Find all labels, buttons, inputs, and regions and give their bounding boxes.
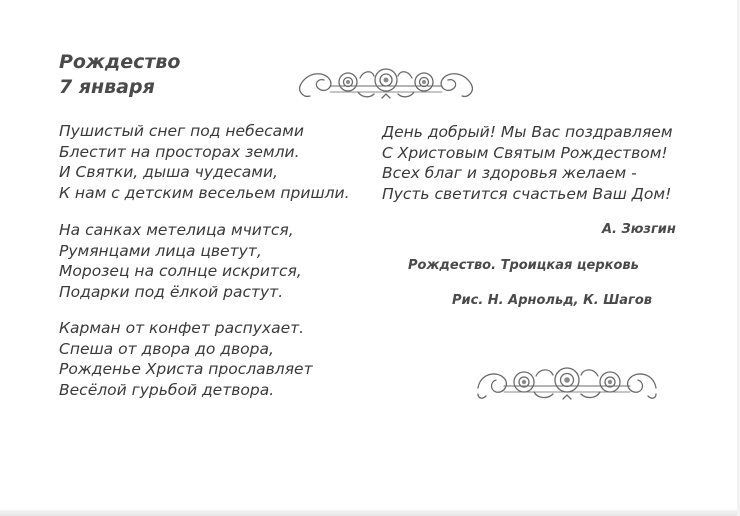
poem-line: Карман от конфет распухает.	[59, 319, 305, 337]
poem-line: Подарки под ёлкой растут.	[59, 282, 284, 301]
poem-line: Рожденье Христа прославляет	[59, 360, 313, 378]
greeting-line: Пусть светится счастьем Ваш Дом!	[382, 184, 672, 203]
title-line-1: Рождество	[59, 51, 181, 73]
poem-stanza-2	[59, 220, 302, 302]
artist-credit: Рис. Н. Арнольд, К. Шагов	[452, 293, 653, 308]
title-line-2: 7 января	[59, 76, 155, 98]
scroll-ornament-icon	[474, 362, 660, 402]
poem-stanza-3	[59, 318, 313, 400]
greeting-line: С Христовым Святым Рождеством!	[382, 143, 668, 162]
poem-line: Пушистый снег под небесами	[59, 122, 304, 140]
scroll-ornament-icon	[296, 64, 476, 102]
greeting-line: День добрый! Мы Вас поздравляем	[382, 123, 673, 141]
page-title	[59, 50, 180, 100]
greeting-line: Всех благ и здоровья желаем -	[382, 164, 637, 182]
poem-line: Спеша от двора до двора,	[59, 339, 274, 358]
poem-line: На санках метелица мчится,	[59, 221, 294, 239]
poem-stanza-1	[59, 121, 350, 203]
poem-line: Блестит на просторах земли.	[59, 142, 300, 161]
card-bottom-edge	[0, 510, 740, 516]
greeting-verse	[382, 122, 673, 204]
poem-author: А. Зюзгин	[602, 222, 676, 237]
poem-line: К нам с детским весельем пришли.	[59, 183, 350, 202]
poem-line: И Святки, дыша чудесами,	[59, 163, 278, 181]
image-caption: Рождество. Троицкая церковь	[408, 258, 639, 273]
poem-line: Румянцами лица цветут,	[59, 241, 262, 260]
poem-line: Весёлой гурьбой детвора.	[59, 380, 275, 399]
poem-line: Морозец на солнце искрится,	[59, 262, 302, 280]
